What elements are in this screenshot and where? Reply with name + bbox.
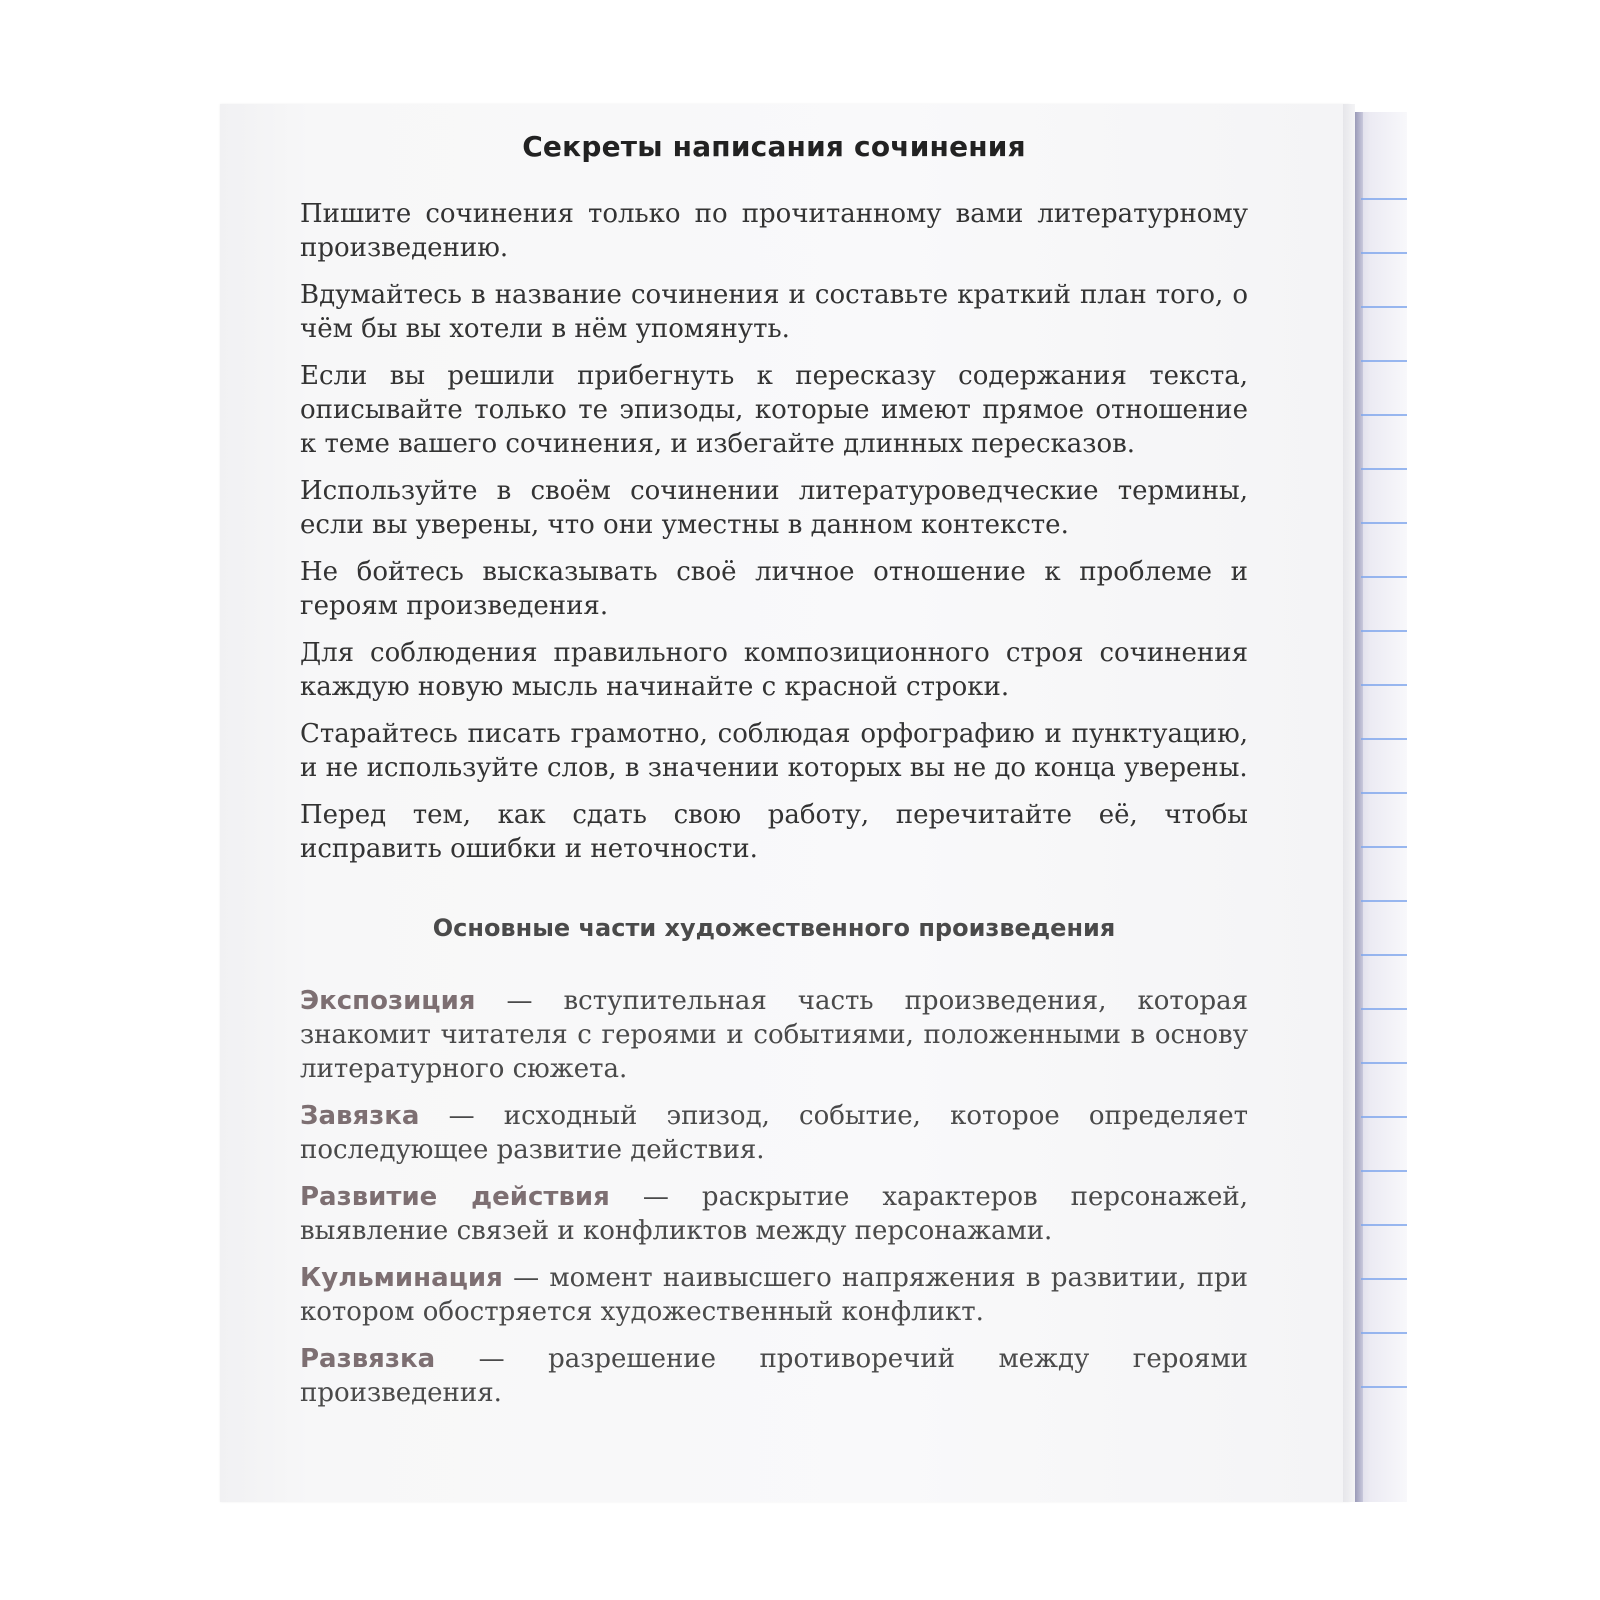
ruled-line (1361, 576, 1407, 578)
tip-paragraph: Пишите сочинения только по прочитанному вами литературному произведению. (300, 199, 1248, 263)
tip-paragraph: Используйте в своём сочинении литературоведческие термины, если вы уверены, что они уместны в данном контексте. (300, 476, 1248, 540)
term-definition: — раскрытие характеров персонажей, выявление связей и конфликтов между персонажами. (300, 1182, 1248, 1246)
tip-paragraph: Старайтесь писать грамотно, соблюдая орфографию и пунктуацию, и не используйте слов, в значении которых вы не до конца уверены. (300, 719, 1248, 783)
ruled-line (1361, 468, 1407, 470)
ruled-line (1361, 522, 1407, 524)
term-name: Экспозиция (300, 986, 476, 1016)
ruled-line (1361, 684, 1407, 686)
ruled-line (1361, 360, 1407, 362)
ruled-line (1361, 1224, 1407, 1226)
terms-list (300, 984, 1248, 1410)
page-title: Секреты написания сочинения (522, 130, 1026, 163)
ruled-line (1361, 252, 1407, 254)
tip-paragraph: Перед тем, как сдать свою работу, перечитайте её, чтобы исправить ошибки и неточности. (300, 800, 1248, 864)
ruled-line (1361, 630, 1407, 632)
tip-paragraph: Если вы решили прибегнуть к пересказу содержания текста, описывайте только те эпизоды, которые имеют прямое отношение к теме вашего сочинения, и избегайте длинных пересказов. (300, 361, 1248, 459)
ruled-line (1361, 792, 1407, 794)
term-entry (300, 1099, 1248, 1167)
notebook-spine (1355, 112, 1363, 1502)
term-definition: — разрешение противоречий между героями произведения. (300, 1344, 1248, 1408)
term-name: Завязка (300, 1101, 420, 1131)
ruled-line (1361, 1170, 1407, 1172)
term-entry (300, 1180, 1248, 1248)
ruled-line (1361, 414, 1407, 416)
ruled-line (1361, 198, 1407, 200)
term-definition: — исходный эпизод, событие, которое определяет последующее развитие действия. (300, 1101, 1248, 1165)
page-content (300, 130, 1248, 1423)
ruled-line (1361, 738, 1407, 740)
term-name: Развитие действия (300, 1182, 610, 1212)
term-entry (300, 1342, 1248, 1410)
tip-paragraph: Не бойтесь высказывать своё личное отношение к проблеме и героям произведения. (300, 557, 1248, 621)
ruled-line (1361, 1116, 1407, 1118)
page-edge (1343, 104, 1355, 1502)
term-entry (300, 1261, 1248, 1329)
ruled-line (1361, 900, 1407, 902)
section-subtitle: Основные части художественного произведения (432, 914, 1116, 942)
ruled-line (1361, 954, 1407, 956)
ruled-line (1361, 1062, 1407, 1064)
term-name: Кульминация (300, 1263, 503, 1293)
ruled-line (1361, 1278, 1407, 1280)
term-name: Развязка (300, 1344, 436, 1374)
ruled-line (1361, 1008, 1407, 1010)
tip-paragraph: Для соблюдения правильного композиционного строя сочинения каждую новую мысль начинайте с красной строки. (300, 638, 1248, 702)
term-entry (300, 984, 1248, 1086)
ruled-line (1361, 1332, 1407, 1334)
ruled-line (1361, 1386, 1407, 1388)
tips-list (300, 197, 1248, 866)
tip-paragraph: Вдумайтесь в название сочинения и составьте краткий план того, о чём бы вы хотели в нём упомянуть. (300, 280, 1248, 344)
notebook-ruled-edge (1355, 112, 1407, 1502)
ruled-line (1361, 846, 1407, 848)
ruled-line (1361, 306, 1407, 308)
term-definition: — момент наивысшего напряжения в развитии, при котором обостряется художественный конфликт. (300, 1263, 1248, 1327)
term-definition: — вступительная часть произведения, которая знакомит читателя с героями и событиями, положенными в основу литературного сюжета. (300, 986, 1248, 1084)
